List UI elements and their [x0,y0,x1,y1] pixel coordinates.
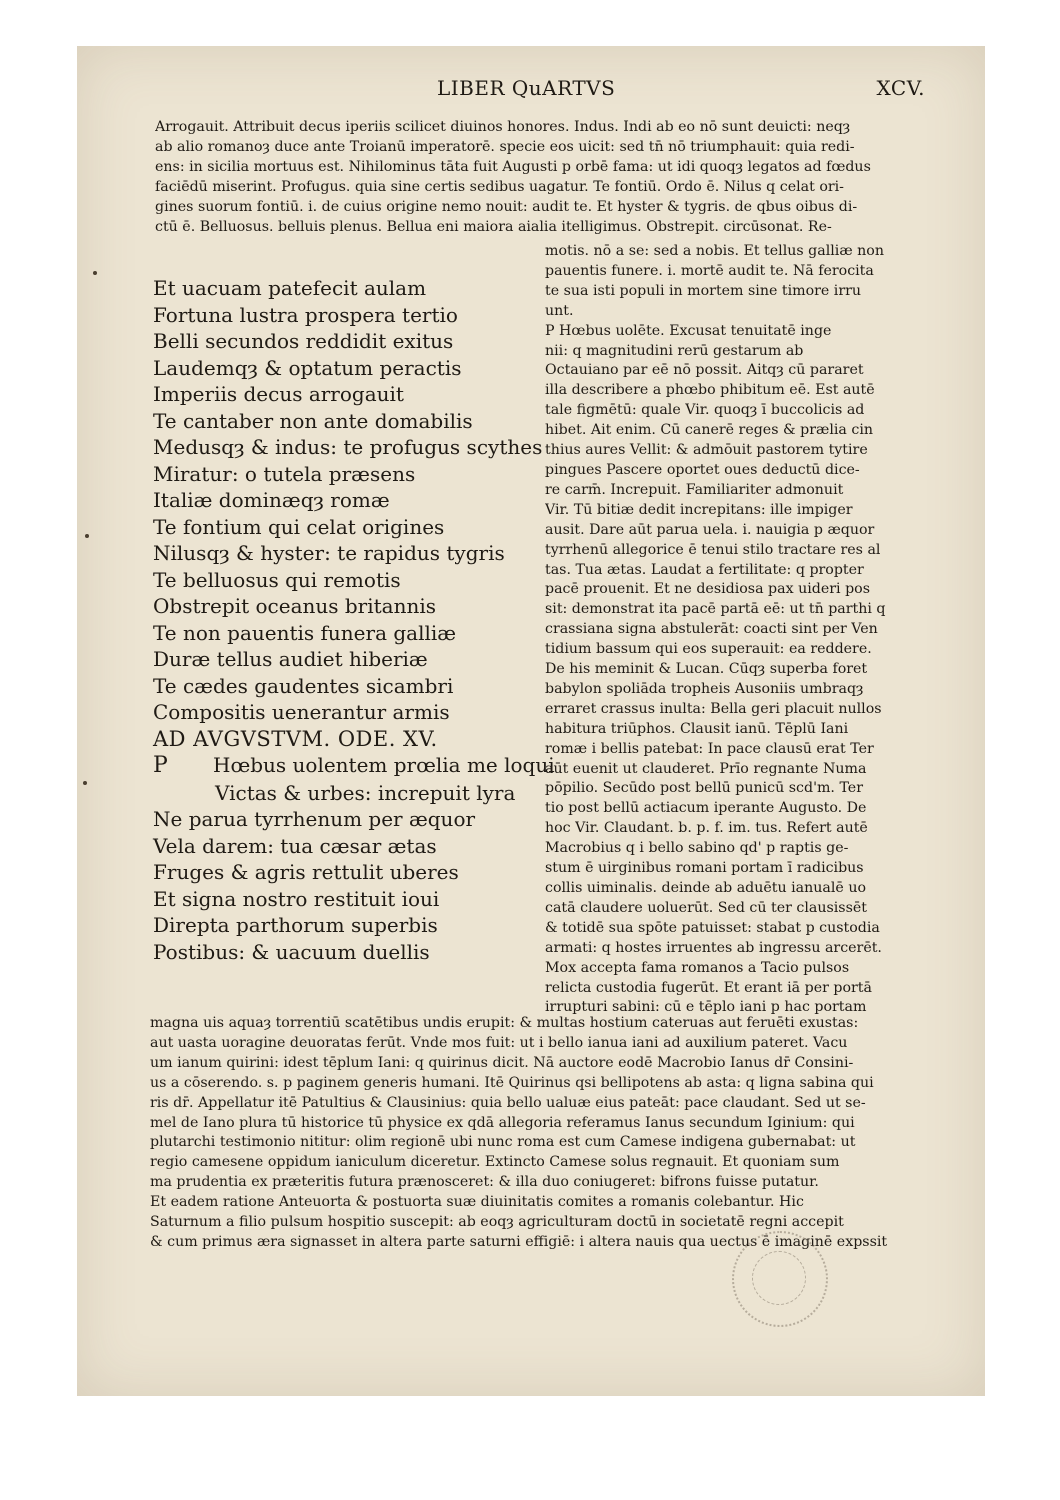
verse-line: Belli secundos reddidit exitus [153,329,454,353]
commentary-line: irrupturi sabini: cū e tēplo iani p hac portam [545,999,867,1016]
commentary-line: P Hœbus uolēte. Excusat tenuitatē inge [545,322,832,339]
verse-line: Duræ tellus audiet hiberiæ [153,647,428,671]
margin-speck [85,534,89,538]
verse-line: Te cantaber non ante domabilis [153,408,473,433]
commentary-line: gines suorum fontiū. i. de cuius origine nemo nouit: audit te. Et hyster & tygris. de qbus oibus di- [155,198,858,215]
verse-line-first [153,752,555,780]
commentary-line: illa describere a phœbo phibitum eē. Est autē [545,382,875,399]
commentary-line: aut uasta uoragine deuoratas ferūt. Vnde mos fuit: ut i bello ianua iani ad auxilium pateret. Vacu [150,1034,848,1051]
commentary-line: Arrogauit. Attribuit decus iperiis scilicet diuinos honores. Indus. Indi ab eo nō sunt deuicti: neqȝ [155,119,851,135]
commentary-line: collis uiminalis. deinde ab aduētu ianualē uo [545,880,866,896]
commentary-line: us a cōserendo. s. p paginem generis humani. Itē Quirinus qsi bellipotens ab asta: q ligna sabina qui [150,1074,874,1091]
commentary-line: regio camesene oppidum ianiculum diceretur. Extincto Camese solus regnauit. Et quoniam sum [150,1154,840,1171]
commentary-line: faciēdū miserint. Profugus. quia sine certis sedibus uagatur. Te fontiū. Ordo ē. Nilus q celat ori- [155,178,844,195]
commentary-line: De his meminit & Lucan. Cūqȝ superba foret [545,661,868,678]
commentary-line: ab alio romanoȝ duce ante Troianū imperatorē. specie eos uicit: sed tn̄ nō triumphauit: quia redi- [155,138,855,155]
commentary-line: um ianum quirini: idest tēplum Iani: q quirinus dicit. Nā auctore eodē Macrobio Ianus dr̄ Consini- [150,1054,854,1071]
commentary-line: habitura triūphos. Clausit ianū. Tēplū Iani [545,720,849,737]
verse-line: Medusqȝ & indus: te profugus scythes [153,435,543,459]
verse-line: Imperiis decus arrogauit [153,382,404,406]
commentary-line: babylon spoliāda tropheis Ausoniis umbraqȝ [545,680,864,697]
ode-text [153,275,555,965]
commentary-line: magna uis aquaȝ torrentiū scatētibus undis erupit: & multas hostium cateruas aut feruēti exustas: [150,1015,859,1031]
commentary-line: nii: q magnitudini rerū gestarum ab [545,342,804,359]
drop-initial: P [153,753,168,778]
verse-line: Miratur: o tutela præsens [153,461,416,486]
commentary-line: & totidē sua spōte patuisset: stabat p custodia [545,919,880,936]
commentary-line: thius aures Vellit: & admōuit pastorem tytire [545,442,868,459]
commentary-line: mel de Iano plura tū historice tū physice ex qdā allegoria referamus Ianus secundum Iginium: qui [150,1114,855,1131]
commentary-line: hoc Vir. Claudant. b. p. f. im. tus. Refert autē [545,820,868,837]
commentary-line: re carm̄. Increpuit. Familiariter admonuit [545,481,844,498]
commentary-line: catā claudere uoluerūt. Sed cū ter clausissēt [545,899,867,916]
commentary-line: relicta custodia fugerūt. Et erant iā per portā [545,979,872,996]
verse-line-text: Hœbus uolentem prœlia me loqui [213,753,555,777]
verse-line: Compositis uenerantur armis [153,700,450,724]
commentary-line: tidium bassum qui eos superauit: ea reddere. [545,641,872,658]
verse-line: Et uacuam patefecit aulam [153,276,427,300]
verse-line: Direpta parthorum superbis [153,913,438,937]
commentary-line: pingues Pascere oportet oues deductū dice- [545,461,860,478]
commentary-line: pauentis funere. i. mortē audit te. Nā ferocita [545,262,874,279]
commentary-line: motis. nō a se: sed a nobis. Et tellus galliæ non [545,243,884,259]
book-page [77,46,985,1396]
ode-title: AD AVGVSTVM. ODE. XV. [153,726,438,751]
commentary-line: plutarchi testimonio nititur: olim regionē ubi nunc roma est cum Camese indigena gubernabat: ut [150,1134,856,1151]
commentary-right-column [545,242,905,1018]
verse-line: Te fontium qui celat origines [153,514,445,539]
commentary-line: ausit. Dare aūt parua uela. i. nauigia p æquor [545,521,875,538]
commentary-line: tio post bellū actiacum iperante Augusto. De [545,800,867,817]
commentary-line: erraret crassus inulta: Bella geri placuit nullos [545,700,882,717]
verse-line: Et signa nostro restituit ioui [153,886,440,911]
commentary-line: Mox accepta fama romanos a Tacio pulsos [545,959,850,976]
commentary-line: armati: q hostes irruentes ab ingressu arcerēt. [545,939,882,956]
commentary-line: ctū ē. Belluosus. belluis plenus. Bellua eni maiora aialia itelligimus. Obstrepit. circūsonat. Re- [155,218,832,235]
commentary-line: unt. [545,302,574,319]
commentary-line: tas. Tua ætas. Laudat a fertilitate: q propter [545,561,864,578]
commentary-line: ris dr̄. Appellatur itē Patultius & Clausinius: quia bello ualuæ eius pateāt: pace claudant. Sed ut se- [150,1094,866,1111]
commentary-line: stum ē uirginibus romani portam ī radicibus [545,860,864,877]
verse-line: Fruges & agris rettulit uberes [153,860,459,884]
commentary-line: ma prudentia ex præteritis futura prænosceret: & illa duo coniugeret: bifrons fuisse putatur. [150,1174,819,1191]
verse-line: Postibus: & uacuum duellis [153,939,430,964]
verse-line: Laudemqȝ & optatum peractis [153,355,462,380]
commentary-line: hibet. Ait enim. Cū canerē reges & prælia cin [545,422,873,439]
commentary-line: aūt euenit ut clauderet. Prīo regnante Numa [545,760,867,777]
commentary-line: pacē prouenit. Et ne desidiosa pax uideri pos [545,581,870,598]
commentary-line: Et eadem ratione Anteuorta & postuorta suæ diuinitatis comites a romanis colebantur. Hic [150,1194,804,1211]
folio-number: XCV. [876,76,925,100]
commentary-bottom [150,1014,910,1253]
margin-speck [83,781,87,785]
commentary-line: pōpilio. Secūdo post bellū punicū scd'm. Ter [545,780,863,797]
commentary-line: Macrobius q i bello sabino qd' p raptis ge- [545,840,849,857]
verse-line: Te belluosus qui remotis [153,567,401,592]
commentary-line: Octauiano par eē nō possit. Aitqȝ cū pararet [545,362,864,379]
commentary-line: Vir. Tū bitiæ dedit increpitans: ille impiger [545,501,853,518]
verse-line: Fortuna lustra prospera tertio [153,302,458,327]
library-stamp-icon [732,1231,828,1327]
commentary-line: ens: in sicilia mortuus est. Nihilominus tāta fuit Augusti p orbē fama: ut idi quoqȝ legatos ad fœdus [155,158,871,175]
commentary-line: tyrrhenū allegorice ē tenui stilo tractare res al [545,541,881,558]
verse-line: Obstrepit oceanus britannis [153,594,437,618]
commentary-line: tale figmētū: quale Vir. quoqȝ ī buccolicis ad [545,402,865,419]
commentary-line: Saturnum a filio pulsum hospitio suscepit: ab eoqȝ agriculturam doctū in societatē regni accepit [150,1214,844,1231]
commentary-line: te sua isti populi in mortem sine timore irru [545,282,862,299]
running-head: LIBER QuARTVS [437,76,616,100]
verse-line: Nilusqȝ & hyster: te rapidus tygris [153,541,505,565]
verse-line: Victas & urbes: increpuit lyra [215,780,516,805]
verse-line: Italiæ dominæqȝ romæ [153,488,390,512]
verse-line: Vela darem: tua cæsar ætas [153,833,437,858]
margin-speck [93,271,97,275]
commentary-top [155,118,900,237]
verse-line: Ne parua tyrrhenum per æquor [153,807,476,831]
commentary-line: crassiana signa abstulerāt: coacti sint per Ven [545,621,878,638]
verse-line: Te non pauentis funera galliæ [153,620,457,645]
verse-line: Te cædes gaudentes sicambri [153,673,454,698]
commentary-line: & cum primus æra signasset in altera parte saturni effigiē: i altera nauis qua uectus ē imaginē expssit [150,1233,888,1250]
commentary-line: romæ i bellis patebat: In pace clausū erat Ter [545,740,874,757]
commentary-line: sit: demonstrat ita pacē partā eē: ut tn̄ parthi q [545,601,886,618]
